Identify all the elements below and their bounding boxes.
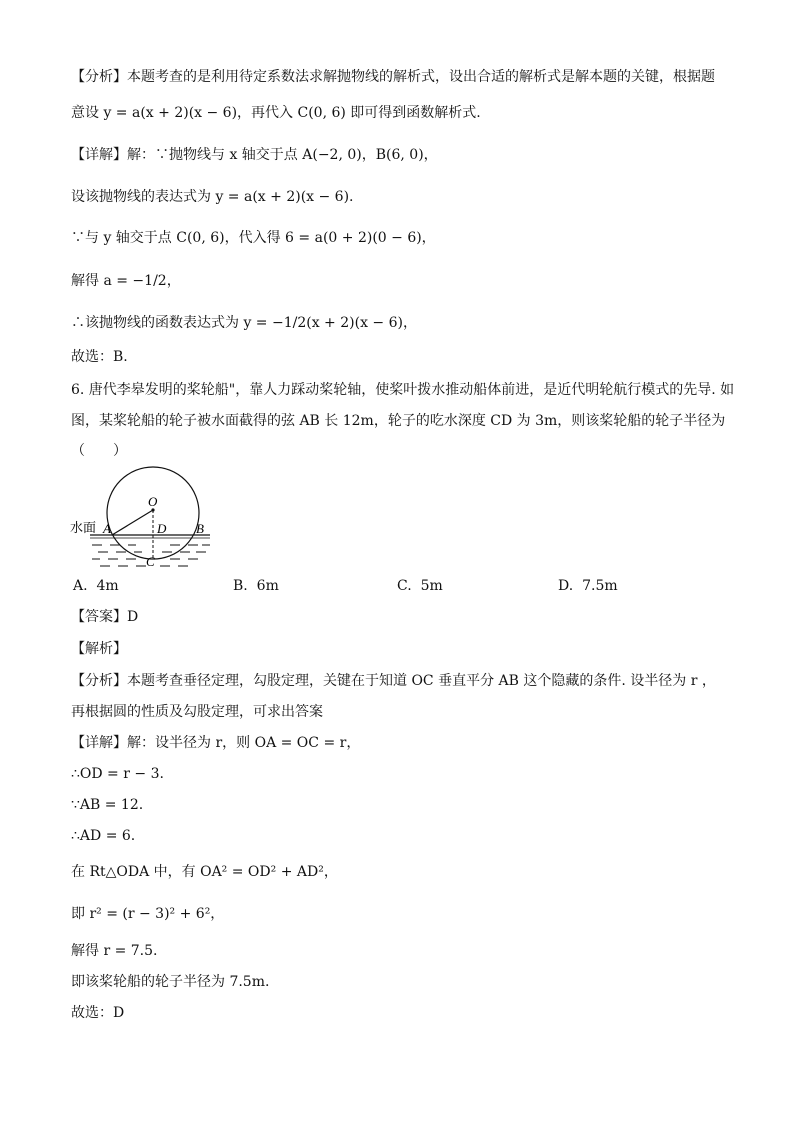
q6-detail-line4: ∴AD = 6. [71, 828, 136, 844]
label-a: A [103, 521, 111, 536]
option-a: A. 4m [73, 578, 119, 594]
paddle-wheel-figure [70, 460, 220, 575]
q6-detail-line9: 故选：D [71, 1005, 125, 1021]
q5-detail-line2: 设该抛物线的表达式为 y = a(x + 2)(x − 6). [71, 189, 354, 205]
q6-detail-line3: ∵AB = 12. [71, 797, 144, 813]
q6-analysis-line2: 再根据圆的性质及勾股定理，可求出答案 [71, 704, 323, 720]
q6-detail-line7: 解得 r = 7.5. [71, 943, 158, 959]
q5-detail-line5: ∴该抛物线的函数表达式为 y = −1/2(x + 2)(x − 6)， [71, 315, 417, 331]
q5-analysis-line2: 意设 y = a(x + 2)(x − 6)，再代入 C(0, 6) 即可得到函数解析式. [71, 105, 481, 121]
q6-detail-line6: 即 r² = (r − 3)² + 6²， [71, 906, 225, 922]
q5-detail-line1: 【详解】解：∵抛物线与 x 轴交于点 A(−2, 0)，B(6, 0)， [71, 147, 438, 163]
q6-detail-line8: 即该桨轮船的轮子半径为 7.5m. [71, 974, 270, 990]
q6-detail-line1: 【详解】解：设半径为 r，则 OA = OC = r， [71, 735, 361, 751]
radius-oa [112, 510, 153, 535]
option-b: B. 6m [233, 578, 279, 594]
q6-stem-line3: （ ） [71, 443, 127, 459]
q6-stem-line2: 图，某桨轮船的轮子被水面截得的弦 AB 长 12m，轮子的吃水深度 CD 为 3m，则该桨轮船的轮子半径为 [71, 413, 726, 429]
label-water: 水面 [70, 521, 97, 536]
q5-detail-line3: ∵与 y 轴交于点 C(0, 6)，代入得 6 = a(0 + 2)(0 − 6)， [71, 230, 436, 246]
q5-detail-line6: 故选：B. [71, 349, 128, 365]
label-d: D [157, 521, 167, 536]
q6-analysis-line1: 【分析】本题考查垂径定理，勾股定理，关键在于知道 OC 垂直平分 AB 这个隐藏的条件. 设半径为 r ， [71, 673, 716, 689]
q6-detail-line5: 在 Rt△ODA 中，有 OA² = OD² + AD²， [71, 864, 338, 880]
option-d: D. 7.5m [558, 578, 618, 594]
q6-stem-line1: 6. 唐代李皋发明的桨轮船"，靠人力踩动桨轮轴，使桨叶拨水推动船体前进，是近代明轮航行模式的先导. 如 [71, 382, 735, 398]
label-b: B [196, 521, 204, 536]
q5-analysis-line1: 【分析】本题考查的是利用待定系数法求解抛物线的解析式，设出合适的解析式是解本题的关键，根据题 [71, 69, 715, 85]
label-o: O [148, 494, 158, 509]
q6-analysis-title: 【解析】 [71, 641, 127, 657]
q6-answer: 【答案】D [71, 609, 139, 625]
q6-detail-line2: ∴OD = r − 3. [71, 766, 164, 782]
label-c: C [146, 554, 155, 569]
option-c: C. 5m [397, 578, 443, 594]
q5-detail-line4: 解得 a = −1/2， [71, 273, 181, 289]
